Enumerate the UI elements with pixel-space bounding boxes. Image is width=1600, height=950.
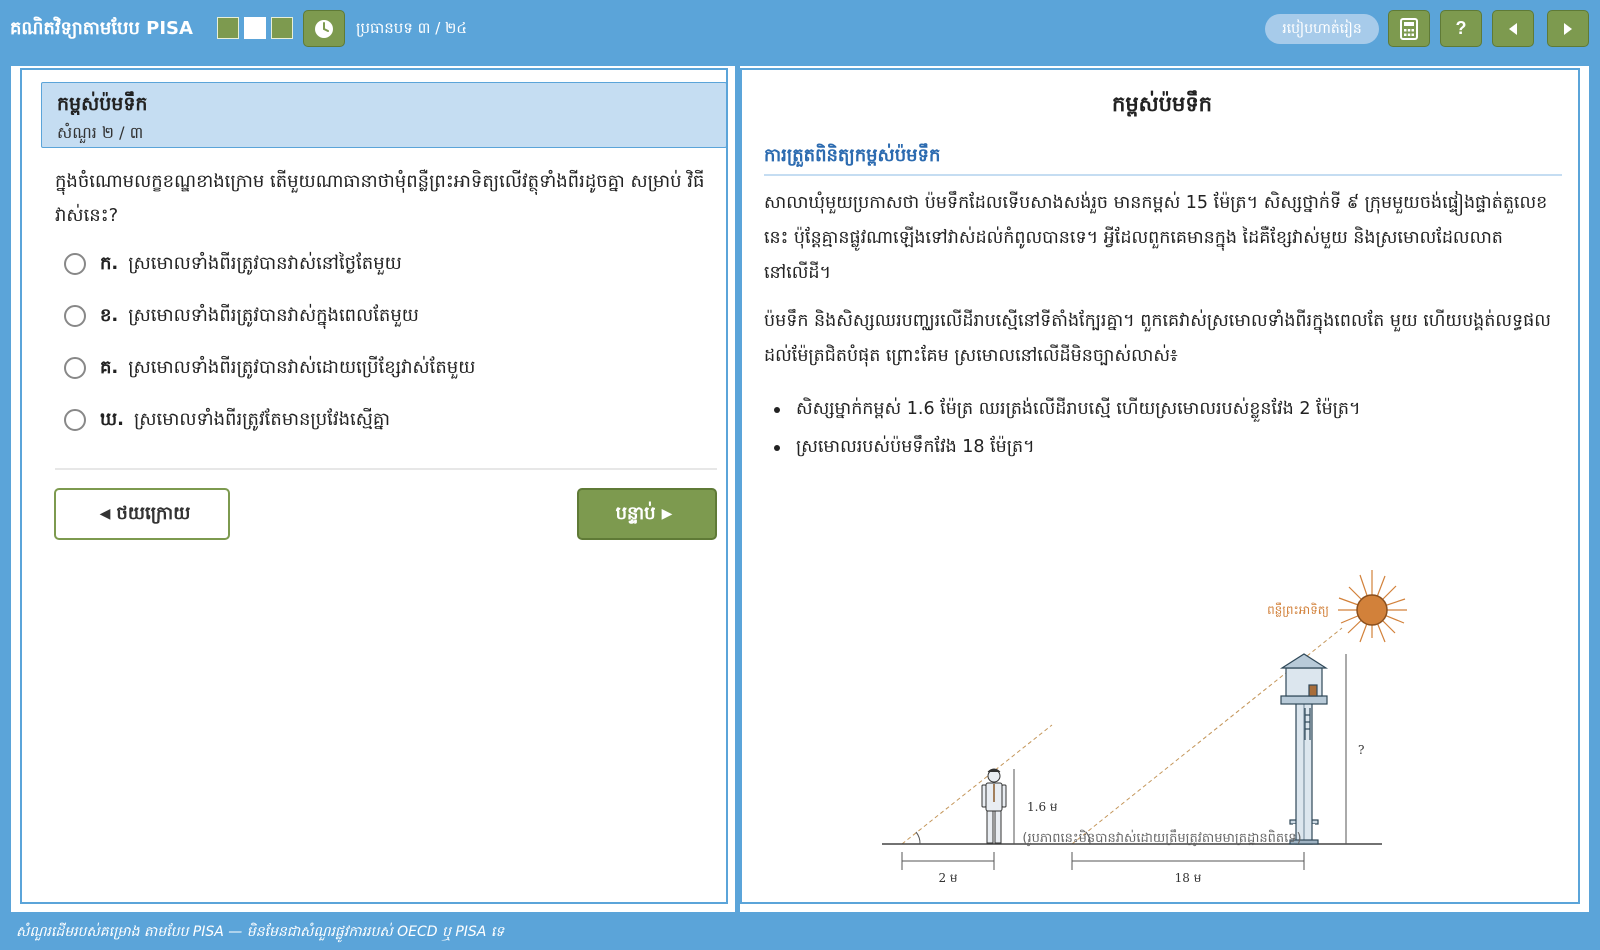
question-header [41,82,727,148]
question-panel-frame [20,68,728,904]
option-b[interactable] [64,302,419,330]
divider [55,468,717,470]
radio-button[interactable] [64,409,86,431]
sun-ray-student [902,725,1052,844]
option-text: ស្រមោលទាំងពីរត្រូវបានវាស់នៅថ្ងៃតែមួយ [128,252,402,274]
shadow-dimensions [902,852,1304,870]
top-bar [0,0,1600,58]
question-counter: សំណួរ ២ / ៣ [57,123,144,142]
fact-list [764,390,1564,466]
figure-caption: (រូបភាពនេះមិនបានវាស់ដោយត្រឹមត្រូវតាមមាត្រដ្ឋានពិតទេ) [1022,831,1302,846]
triangle-left-icon: ◀ [99,506,111,522]
stimulus-panel [740,66,1589,912]
clock-icon [313,18,335,40]
radio-button[interactable] [64,357,86,379]
question-panel [11,66,735,912]
help-icon: ? [1455,18,1467,38]
option-d[interactable] [64,406,390,434]
question-prompt: ក្នុងចំណោមលក្ខខណ្ឌខាងក្រោម តើមួយណាធានាថាមុំពន្លឺព្រះអាទិត្យលើវត្ថុទាំងពីរដូចគ្នា សម្រាប់ វិធីវាស់នេះ? [55,171,705,226]
stimulus-paragraph-1: សាលាឃុំមួយប្រកាសថា ប៉មទឹកដែលទើបសាងសង់រួច មានកម្ពស់ 15 ម៉ែត្រ។ សិស្សថ្នាក់ទី ៩ ក្រុមមួយចង់ផ្ទៀងផ្ទាត់តួលេខនេះ ប៉ុន្តែគ្មានផ្លូវណាឡើងទៅវាស់ដល់កំពូលបានទេ។ អ្វីដែលពួកគេមានក្នុង ដៃគឺខ្សែវាស់មួយ និងស្រមោលដែលលាតនៅលើដី។ [764,193,1548,283]
progress-square-3 [271,17,293,39]
option-text: ស្រមោលទាំងពីរត្រូវបានវាស់ដោយប្រើខ្សែវាស់តែមួយ [128,356,476,378]
water-tower [1281,654,1327,844]
next-button-label: បន្ទាប់ [615,502,656,524]
progress-square-1 [217,17,239,39]
stimulus-title: កម្ពស់ប៉មទឹក [1112,92,1212,116]
tutorial-button[interactable]: របៀបហាត់រៀន [1265,14,1379,44]
arrow-right-icon [1562,22,1574,36]
list-item-text: សិស្សម្នាក់កម្ពស់ 1.6 ម៉ែត្រ ឈរត្រង់លើដីរាបស្មើ ហើយស្រមោលរបស់ខ្លួនវែង 2 ម៉ែត្រ។ [796,399,1361,419]
list-item [764,390,1564,428]
student-shadow-label: 2 ម [938,871,958,885]
timer-button[interactable] [303,10,345,47]
previous-button[interactable] [1492,10,1534,47]
calculator-button[interactable] [1388,10,1430,47]
next-button[interactable] [577,488,717,540]
radio-button[interactable] [64,253,86,275]
option-letter: គ. [100,356,119,378]
bullet-icon [774,445,780,451]
tower-height-label: ? [1358,743,1365,757]
option-letter: ក. [100,252,119,274]
footer [0,912,1600,950]
stimulus-paragraph-2: ប៉មទឹក និងសិស្សឈរបញ្ឈរលើដីរាបស្មើនៅទីតាំងក្បែរគ្នា។ ពួកគេវាស់ស្រមោលទាំងពីរក្នុងពេលតែ មួយ ហើយបង្គត់លទ្ធផលដល់ម៉ែត្រជិតបំផុត ព្រោះគែម ស្រមោលនៅលើដីមិនច្បាស់លាស់៖ [764,311,1551,366]
triangle-right-icon: ▶ [661,506,673,522]
stimulus-panel-frame [740,68,1580,904]
footer-disclaimer: សំណួរដើមរបស់គម្រោង តាមបែប PISA — មិនមែនជាសំណួរផ្លូវការរបស់ OECD ឬ PISA ទេ [16,924,505,940]
back-button[interactable] [54,488,230,540]
help-button[interactable] [1440,10,1482,47]
next-topic-button[interactable] [1547,10,1589,47]
option-text: ស្រមោលទាំងពីរត្រូវតែមានប្រវែងស្មើគ្នា [133,408,391,430]
list-item-text: ស្រមោលរបស់ប៉មទឹកវែង 18 ម៉ែត្រ។ [796,437,1035,457]
tower-shadow-label: 18 ម [1174,871,1202,885]
list-item [764,428,1564,466]
unit-title: កម្ពស់ប៉មទឹក [57,93,148,115]
calculator-icon [1400,18,1418,40]
app-title: គណិតវិទ្យាតាមបែប PISA [10,18,193,39]
option-letter: ខ. [100,304,119,326]
option-a[interactable] [64,250,402,278]
student-height-label: 1.6 ម [1027,800,1058,814]
sun-icon [1338,570,1407,642]
arrow-left-icon [1507,22,1519,36]
sun-label: ពន្លឺព្រះអាទិត្យ [1267,603,1329,617]
radio-button[interactable] [64,305,86,327]
option-text: ស្រមោលទាំងពីរត្រូវបានវាស់ក្នុងពេលតែមួយ [128,304,419,326]
progress-square-2 [244,17,266,39]
back-button-label: ថយក្រោយ [116,502,191,524]
stimulus-subtitle: ការត្រួតពិនិត្យកម្ពស់ប៉មទឹក [764,145,941,166]
option-letter: ឃ. [100,408,124,430]
option-c[interactable] [64,354,475,382]
topic-counter: ប្រធានបទ ៣ / ២៤ [356,19,467,37]
bullet-icon [774,407,780,413]
subtitle-rule [764,174,1562,176]
